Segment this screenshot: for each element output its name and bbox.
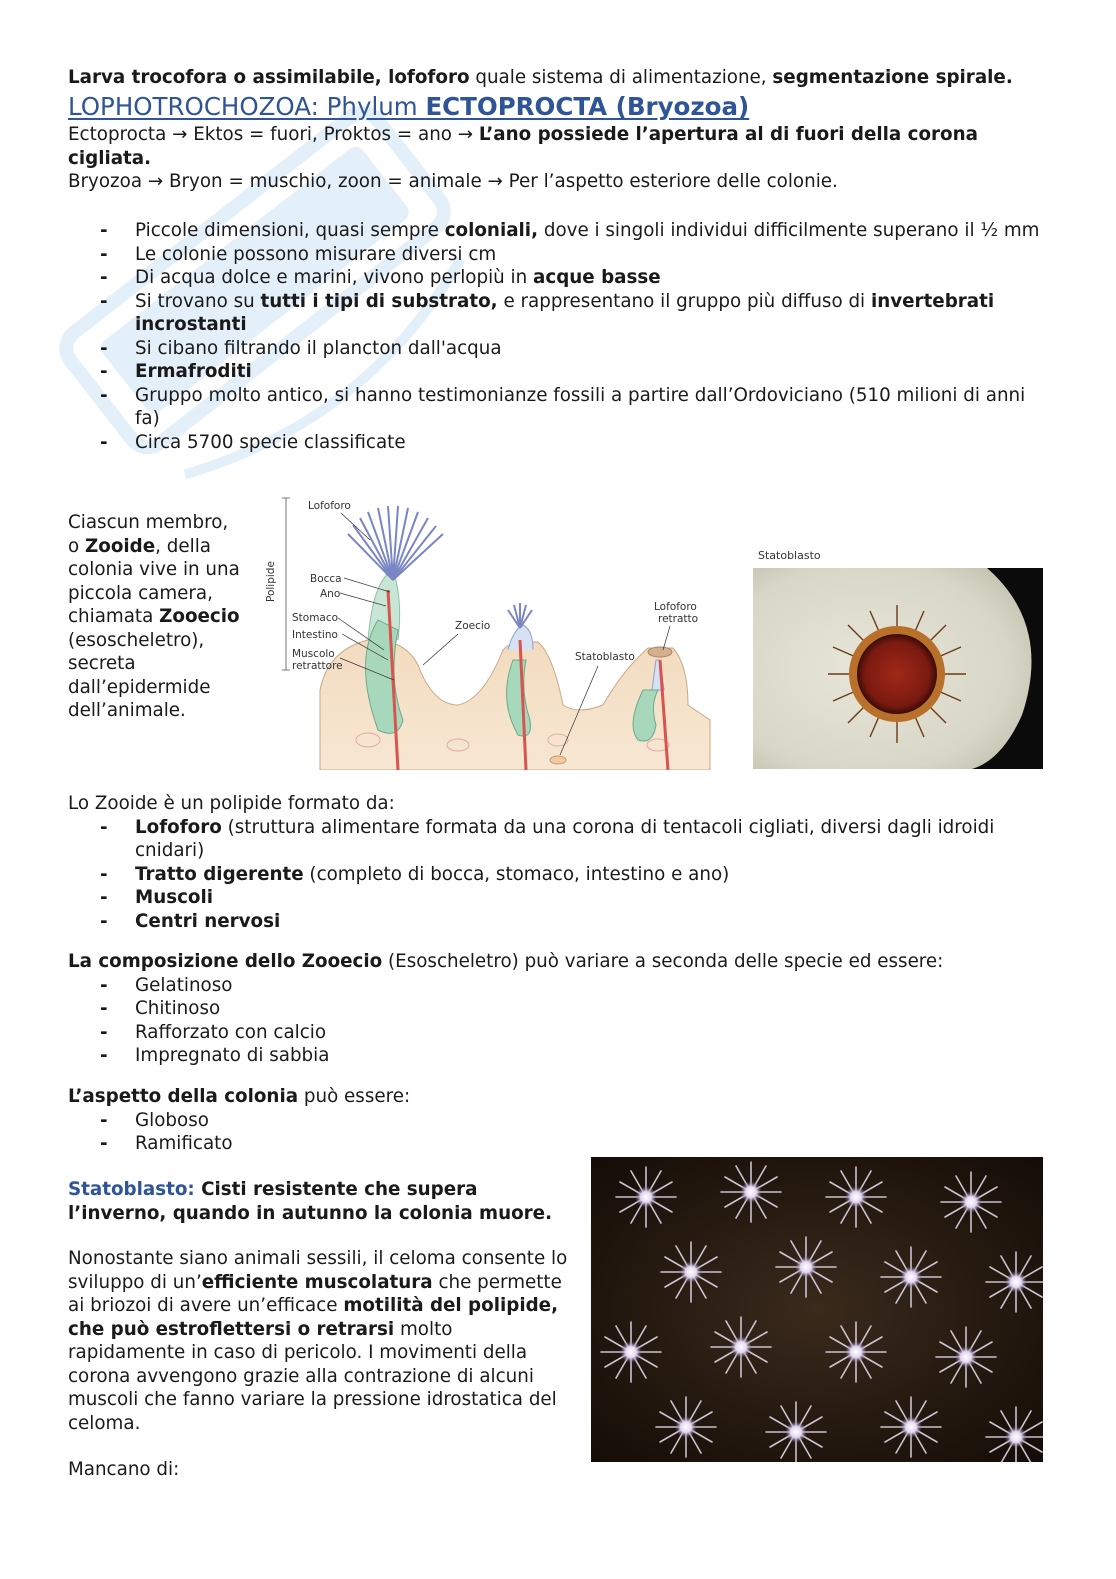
list-item: - Tratto digerente (completo di bocca, stomaco, intestino e ano) bbox=[68, 863, 1043, 887]
list-item: - Ramificato bbox=[68, 1132, 1048, 1156]
lacks-line: Mancano di: bbox=[68, 1459, 180, 1480]
statoblast-photo bbox=[752, 545, 1044, 771]
features-list bbox=[68, 219, 1043, 454]
statoblast-definition: Statoblasto: Cisti resistente che supera l’inverno, quando in autunno la colonia muore. bbox=[68, 1179, 553, 1224]
label-lofoforo: Lofoforo bbox=[308, 500, 351, 512]
list-item: - Centri nervosi bbox=[68, 910, 1043, 934]
list-item: - Si trovano su tutti i tipi di substrato, e rappresentano il gruppo più diffuso di invertebrati incrostanti bbox=[68, 290, 1043, 337]
list-item: - Ermafroditi bbox=[68, 360, 1043, 384]
ectoprocta-etymology: Ectoprocta → Ektos = fuori, Proktos = ano → L’ano possiede l’apertura al di fuori della corona cigliata. bbox=[68, 124, 978, 169]
label-intestino: Intestino bbox=[292, 629, 338, 641]
list-item: - Muscoli bbox=[68, 886, 1043, 910]
label-statoblasto: Statoblasto bbox=[575, 651, 635, 663]
label-lofoforo-retratto: Lofoforo bbox=[654, 601, 697, 613]
label-retratto: retratto bbox=[658, 613, 699, 625]
label-stomaco: Stomaco bbox=[292, 612, 339, 624]
list-item: - Circa 5700 specie classificate bbox=[68, 431, 1043, 455]
label-retrattore: retrattore bbox=[292, 660, 343, 672]
label-zoecio: Zoecio bbox=[455, 620, 491, 632]
list-item: - Chitinoso bbox=[68, 997, 1048, 1021]
member-paragraph: Ciascun membro, o Zooide, della colonia vive in una piccola camera, chiamata Zooecio (esoscheletro), secreta dall’epidermide dell’animale. bbox=[68, 512, 240, 721]
bryozoa-etymology: Bryozoa → Bryon = muschio, zoon = animale → Per l’aspetto esteriore delle colonie. bbox=[68, 171, 838, 192]
motility-paragraph: Nonostante siano animali sessili, il celoma consente lo sviluppo di un’efficiente muscolatura che permette ai briozoi di avere un’efficace motilità del polipide, che può estroflettersi o retrarsi molto rapidamente in caso di pericolo. I movimenti della corona avvengono grazie alla contrazione di alcuni muscoli che fanno variare la pressione idrostatica del celoma. bbox=[68, 1248, 568, 1434]
list-item: - Gruppo molto antico, si hanno testimonianze fossili a partire dall’Ordoviciano (510 milioni di anni fa) bbox=[68, 384, 1043, 431]
label-bocca: Bocca bbox=[310, 573, 342, 585]
bryozoan-colony-photo bbox=[591, 1157, 1043, 1462]
colony-aspect: L’aspetto della colonia può essere: - Globoso - Ramificato bbox=[68, 1085, 1048, 1156]
label-ano: Ano bbox=[320, 588, 341, 600]
section-title: LOPHOTROCHOZOA: Phylum ECTOPROCTA (Bryozoa) bbox=[68, 92, 750, 121]
list-item: - Globoso bbox=[68, 1109, 1048, 1133]
label-muscolo: Muscolo bbox=[292, 648, 335, 660]
list-item: - Di acqua dolce e marini, vivono perlopiù in acque basse bbox=[68, 266, 1043, 290]
list-item: - Le colonie possono misurare diversi cm bbox=[68, 243, 1043, 267]
zooid-parts: Lo Zooide è un polipide formato da: - Lofoforo (struttura alimentare formata da una corona di tentacoli cigliati, diversi dagli idroidi cnidari) - Tratto digerente (completo di bocca, stomaco, intestino e ano) - Muscoli - Centri nervosi bbox=[68, 792, 1043, 933]
list-item: - Gelatinoso bbox=[68, 974, 1048, 998]
list-item: - Rafforzato con calcio bbox=[68, 1021, 1048, 1045]
statoblast-caption: Statoblasto bbox=[758, 549, 821, 562]
list-item: - Si cibano filtrando il plancton dall'acqua bbox=[68, 337, 1043, 361]
zooecio-composition: La composizione dello Zooecio (Esoscheletro) può variare a seconda delle specie ed essere: - Gelatinoso - Chitinoso - Rafforzato con calcio - Impregnato di sabbia bbox=[68, 950, 1048, 1068]
list-item: - Piccole dimensioni, quasi sempre coloniali, dove i singoli individui difficilmente superano il ½ mm bbox=[68, 219, 1043, 243]
zooid-colony-diagram bbox=[258, 490, 713, 770]
intro-line: Larva trocofora o assimilabile, lofoforo quale sistema di alimentazione, segmentazione spirale. bbox=[68, 67, 1013, 88]
list-item: - Impregnato di sabbia bbox=[68, 1044, 1048, 1068]
label-polipide: Polipide bbox=[265, 561, 277, 602]
etymology bbox=[68, 123, 1048, 194]
list-item: - Lofoforo (struttura alimentare formata da una corona di tentacoli cigliati, diversi dagli idroidi cnidari) bbox=[68, 816, 1043, 863]
